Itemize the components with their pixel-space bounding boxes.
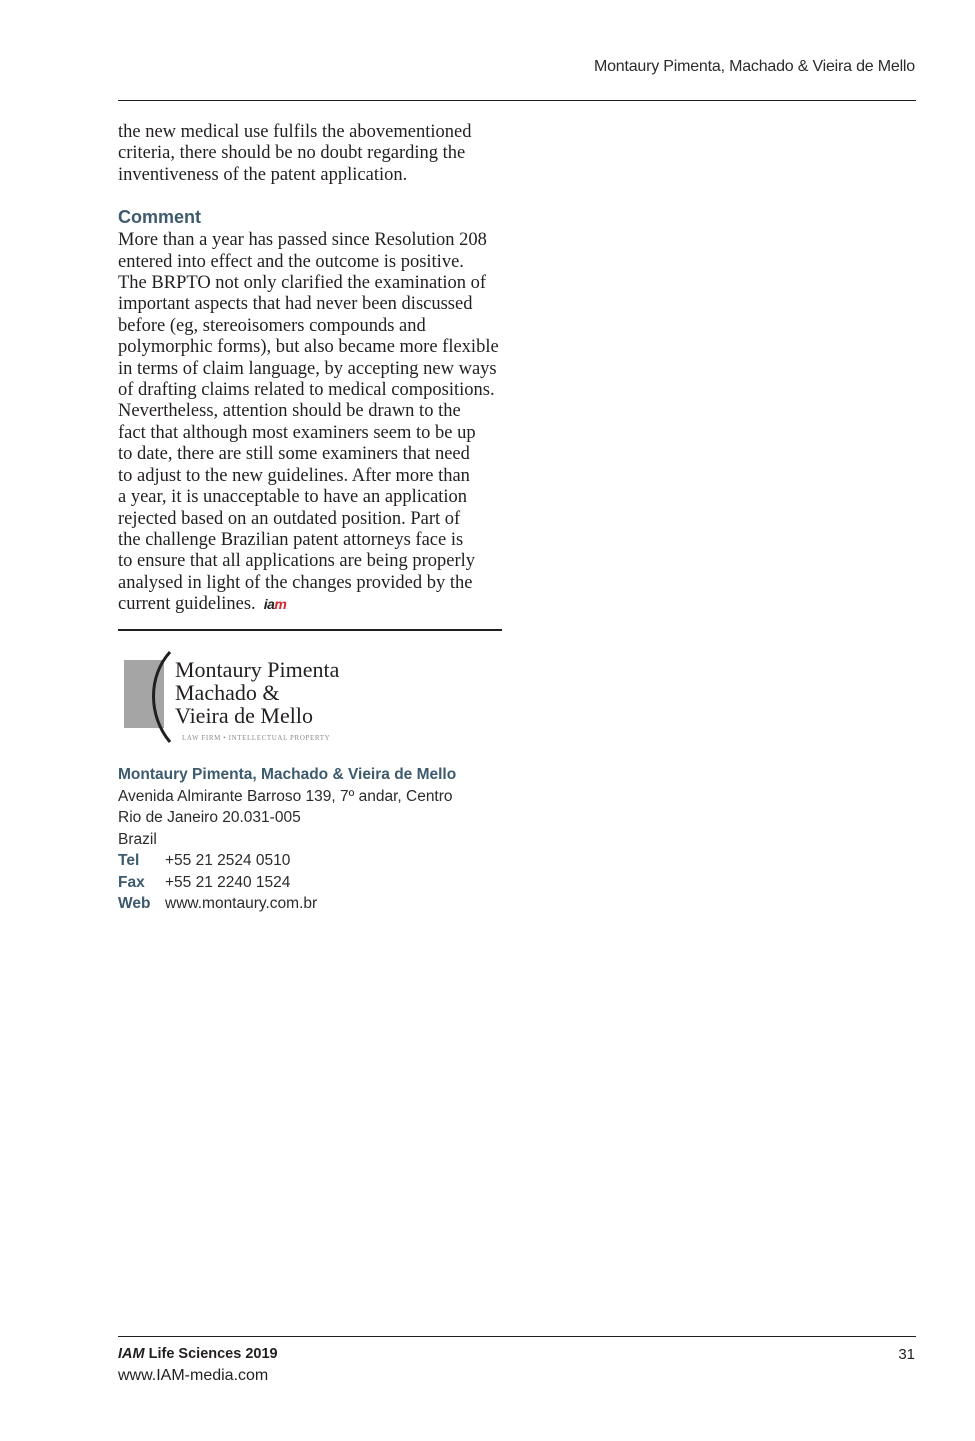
comment-paragraph: [118, 230, 508, 615]
comment-line: a year, it is unacceptable to have an application: [118, 487, 468, 508]
logo-line-2: Machado &: [175, 680, 280, 705]
web-label: Web: [118, 895, 151, 912]
publication-title: [118, 1344, 278, 1365]
iam-mark-m: m: [274, 596, 287, 613]
comment-line: The BRPTO not only clarified the examination of: [118, 273, 487, 294]
intro-line: inventiveness of the patent application.: [118, 164, 408, 185]
intro-line: the new medical use fulfils the abovementioned: [118, 122, 472, 142]
contact-web-row: [118, 893, 538, 915]
web-link[interactable]: www.montaury.com.br: [165, 895, 318, 912]
comment-line: before (eg, stereoisomers compounds and: [118, 315, 426, 336]
comment-line: polymorphic forms), but also became more flexible: [118, 337, 499, 358]
comment-line: analysed in light of the changes provided by the: [118, 572, 473, 593]
logo-line-3: Vieira de Mello: [175, 703, 313, 728]
section-rule: [118, 629, 502, 631]
running-head: Montaury Pimenta, Machado & Vieira de Mello: [593, 58, 915, 75]
logo-tagline: LAW FIRM • INTELLECTUAL PROPERTY: [182, 734, 331, 742]
publication-title-rest: Life Sciences 2019: [144, 1346, 278, 1362]
contact-firm-name: Montaury Pimenta, Machado & Vieira de Mello: [118, 766, 457, 783]
page-number: 31: [898, 1346, 915, 1363]
comment-heading: Comment: [118, 207, 202, 228]
comment-line: fact that although most examiners seem to be up: [118, 422, 476, 443]
comment-line-last: [118, 594, 508, 615]
comment-line: to ensure that all applications are being properly: [118, 551, 476, 572]
contact-address-line1: Avenida Almirante Barroso 139, 7º andar, Centro: [118, 787, 453, 805]
comment-line: Nevertheless, attention should be drawn to the: [118, 401, 461, 422]
publication-url[interactable]: www.IAM-media.com: [118, 1367, 269, 1384]
header-rule: [118, 100, 916, 101]
comment-line: important aspects that had never been discussed: [118, 294, 473, 315]
contact-country: Brazil: [118, 830, 157, 848]
comment-line: in terms of claim language, by accepting new ways: [118, 358, 497, 379]
footer-publication: [118, 1344, 278, 1386]
iam-end-mark-icon: [264, 594, 287, 615]
comment-line: rejected based on an outdated position. Part of: [118, 508, 461, 529]
intro-paragraph: [118, 122, 508, 186]
contact-tel-row: [118, 850, 538, 872]
comment-line: of drafting claims related to medical compositions.: [118, 380, 495, 401]
comment-line: More than a year has passed since Resolution 208: [118, 230, 487, 251]
contact-fax-row: [118, 872, 538, 894]
comment-line: the challenge Brazilian patent attorneys face is: [118, 529, 464, 550]
firm-logo: [120, 646, 388, 746]
article-column: [118, 122, 508, 616]
contact-address-line2: Rio de Janeiro 20.031-005: [118, 809, 301, 826]
tel-label: Tel: [118, 852, 140, 869]
comment-line: to date, there are still some examiners that need: [118, 444, 470, 465]
contact-block: [118, 764, 538, 915]
fax-value: +55 21 2240 1524: [165, 873, 291, 891]
footer-rule: [118, 1336, 916, 1337]
fax-label: Fax: [118, 873, 145, 891]
publication-title-italic: IAM: [118, 1346, 145, 1362]
comment-line: to adjust to the new guidelines. After more than: [118, 465, 470, 486]
comment-line: entered into effect and the outcome is positive.: [118, 251, 464, 272]
tel-value: +55 21 2524 0510: [165, 852, 291, 869]
comment-line-text: current guidelines.: [118, 594, 256, 615]
logo-line-1: Montaury Pimenta: [175, 657, 340, 682]
iam-mark-ia: ia: [263, 596, 275, 613]
intro-line: criteria, there should be no doubt regarding the: [118, 143, 466, 164]
